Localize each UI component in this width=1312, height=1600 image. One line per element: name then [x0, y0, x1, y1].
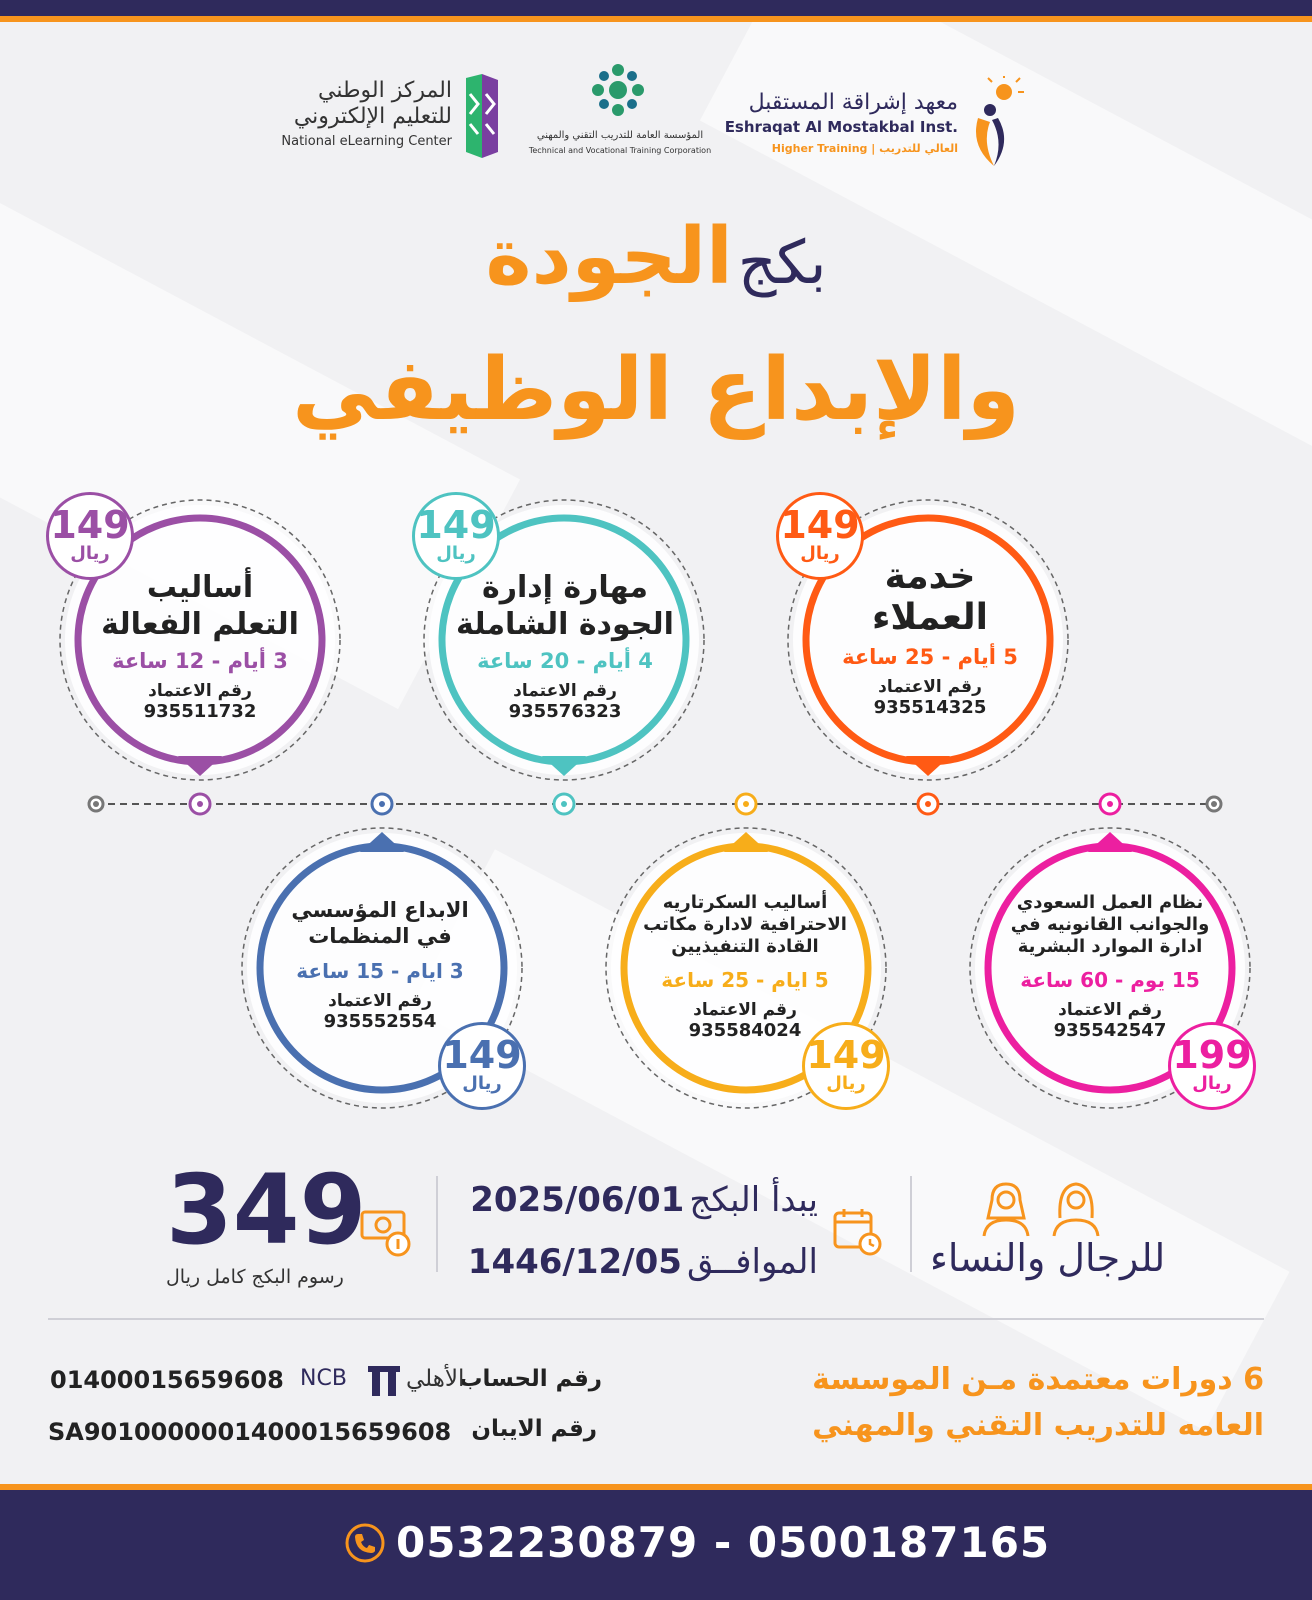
eshraqat-tag: Higher Training | العالي للتدريب	[771, 142, 958, 155]
cert-number: 935511732	[143, 701, 257, 723]
cert-number: 935514325	[873, 696, 987, 718]
course-title-line2: الجودة الشاملة	[456, 606, 674, 642]
price-currency: ريال	[800, 543, 840, 564]
price-value: 149	[416, 503, 496, 547]
tvtc-ar: المؤسسة العامة للتدريب التقني والمهني	[536, 130, 704, 141]
national-elearning-en: National eLearning Center	[281, 134, 452, 149]
price-currency: ريال	[1192, 1073, 1232, 1094]
cert-number: 935552554	[323, 1011, 437, 1033]
cert-label: رقم الاعتماد	[148, 681, 252, 702]
timeline-dot	[372, 794, 392, 814]
price-badge	[46, 492, 134, 580]
account-number: 01400015659608	[50, 1366, 284, 1394]
price-badge	[438, 1022, 526, 1110]
cert-label: رقم الاعتماد	[1058, 999, 1162, 1020]
timeline-dot	[1207, 797, 1221, 811]
course-card-total-quality	[420, 570, 710, 722]
course-duration: 15 يوم - 60 ساعة	[1020, 967, 1200, 992]
course-title-line1: نظام العمل السعودي	[1016, 892, 1204, 913]
course-title-line1: مهارة إدارة	[481, 570, 648, 605]
timeline-dot	[89, 797, 103, 811]
course-title-line2: في المنظمات	[308, 923, 452, 948]
account-label: رقم الحساب	[459, 1366, 602, 1392]
price-badge	[802, 1022, 890, 1110]
calendar-icon	[832, 1206, 882, 1256]
price-badge	[1168, 1022, 1256, 1110]
price-badge	[412, 492, 500, 580]
price-value: 149	[780, 503, 860, 547]
course-duration: 5 ايام - 25 ساعة	[661, 967, 829, 992]
divider	[910, 1176, 912, 1272]
bank-logo-en: NCB	[300, 1366, 347, 1391]
start-row	[468, 1180, 818, 1220]
price-currency: ريال	[70, 543, 110, 564]
money-icon	[360, 1208, 412, 1258]
bank-building-icon	[366, 1364, 402, 1398]
timeline-dot	[1100, 794, 1120, 814]
price-value: 199	[1172, 1033, 1252, 1077]
cert-label: رقم الاعتماد	[878, 676, 982, 697]
eshraqat-ar: معهد إشراقة المستقبل	[748, 90, 958, 115]
course-title-line1: الابداع المؤسسي	[291, 898, 469, 922]
course-duration: 5 أيام - 25 ساعة	[842, 644, 1018, 669]
course-title-line2: الاحترافية لادارة مكاتب	[643, 913, 847, 935]
course-card-saudi-labor-law	[965, 892, 1255, 1041]
course-duration: 3 أيام - 12 ساعة	[112, 649, 288, 674]
course-card-learning-methods	[55, 570, 345, 722]
audience-label: للرجال والنساء	[930, 1236, 1166, 1280]
timeline-dot	[190, 794, 210, 814]
course-duration: 3 ايام - 15 ساعة	[296, 959, 464, 984]
price-value: 149	[806, 1033, 886, 1077]
national-elearning-ar-line2: للتعليم الإلكتروني	[293, 104, 452, 129]
course-title-line2: التعلم الفعالة	[101, 606, 299, 642]
iban-label: رقم الايبان	[471, 1416, 597, 1442]
eshraqat-tag-en: Higher Training	[771, 142, 868, 155]
course-title-line3: القادة التنفيذيين	[671, 935, 819, 957]
hijri-date: 1446/12/05	[467, 1242, 682, 1282]
bank-logo-ar: الأهلي	[406, 1366, 465, 1392]
iban-number: SA9010000001400015659608	[48, 1418, 452, 1446]
price-value: 149	[442, 1033, 522, 1077]
eshraqat-en: Eshraqat Al Mostakbal Inst.	[724, 118, 958, 136]
timeline-dot	[554, 794, 574, 814]
phone-numbers[interactable]: 0532230879 - 0500187165	[396, 1518, 1051, 1567]
title-line2: والإبداع الوظيفي	[292, 340, 1020, 440]
cert-number: 935576323	[508, 701, 622, 723]
title-line1-prefix: بكج	[737, 228, 827, 298]
courses-accredited-line1: 6 دورات معتمدة مـن الموسسة	[812, 1362, 1264, 1397]
timeline-dot	[736, 794, 756, 814]
tvtc-en: Technical and Vocational Training Corporation	[528, 146, 712, 155]
divider	[436, 1176, 438, 1272]
price-value: 149	[50, 503, 130, 547]
hijri-label: الموافــق	[686, 1242, 818, 1282]
phone-icon	[344, 1522, 386, 1564]
hijri-row	[468, 1242, 818, 1282]
course-title-line3: ادارة الموارد البشرية	[1017, 935, 1203, 957]
course-title-line1: خدمة	[884, 556, 976, 597]
package-price-label: رسوم البكج كامل ريال	[166, 1266, 344, 1288]
cert-label: رقم الاعتماد	[328, 991, 432, 1012]
course-title-line2: العملاء	[871, 597, 989, 639]
course-title-line1: أساليب السكرتاريه	[662, 892, 828, 913]
course-title-line2: والجوانب القانونيه في	[1010, 913, 1210, 935]
cert-label: رقم الاعتماد	[513, 681, 617, 702]
courses-accredited-line2: العامه للتدريب التقني والمهني	[812, 1408, 1264, 1443]
man-icon	[978, 1178, 1034, 1238]
section-divider	[48, 1318, 1264, 1320]
course-card-customer-service	[785, 556, 1075, 718]
package-price: 349	[166, 1154, 367, 1266]
course-card-secretarial	[600, 892, 890, 1041]
woman-icon	[1048, 1178, 1104, 1238]
price-currency: ريال	[826, 1073, 866, 1094]
cert-number: 935542547	[1053, 1019, 1167, 1041]
national-elearning-ar-line1: المركز الوطني	[318, 78, 452, 103]
price-currency: ريال	[462, 1073, 502, 1094]
course-title-line1: أساليب	[146, 570, 254, 605]
start-label: يبدأ البكج	[689, 1180, 818, 1220]
title-line1-main: الجودة	[485, 212, 733, 302]
price-badge	[776, 492, 864, 580]
cert-label: رقم الاعتماد	[693, 999, 797, 1020]
course-card-institutional-creativity	[235, 898, 525, 1032]
course-duration: 4 أيام - 20 ساعة	[477, 649, 653, 674]
price-currency: ريال	[436, 543, 476, 564]
start-date: 2025/06/01	[470, 1180, 685, 1220]
cert-number: 935584024	[688, 1019, 802, 1041]
timeline-dot	[918, 794, 938, 814]
eshraqat-tag-ar: العالي للتدريب	[879, 142, 958, 155]
